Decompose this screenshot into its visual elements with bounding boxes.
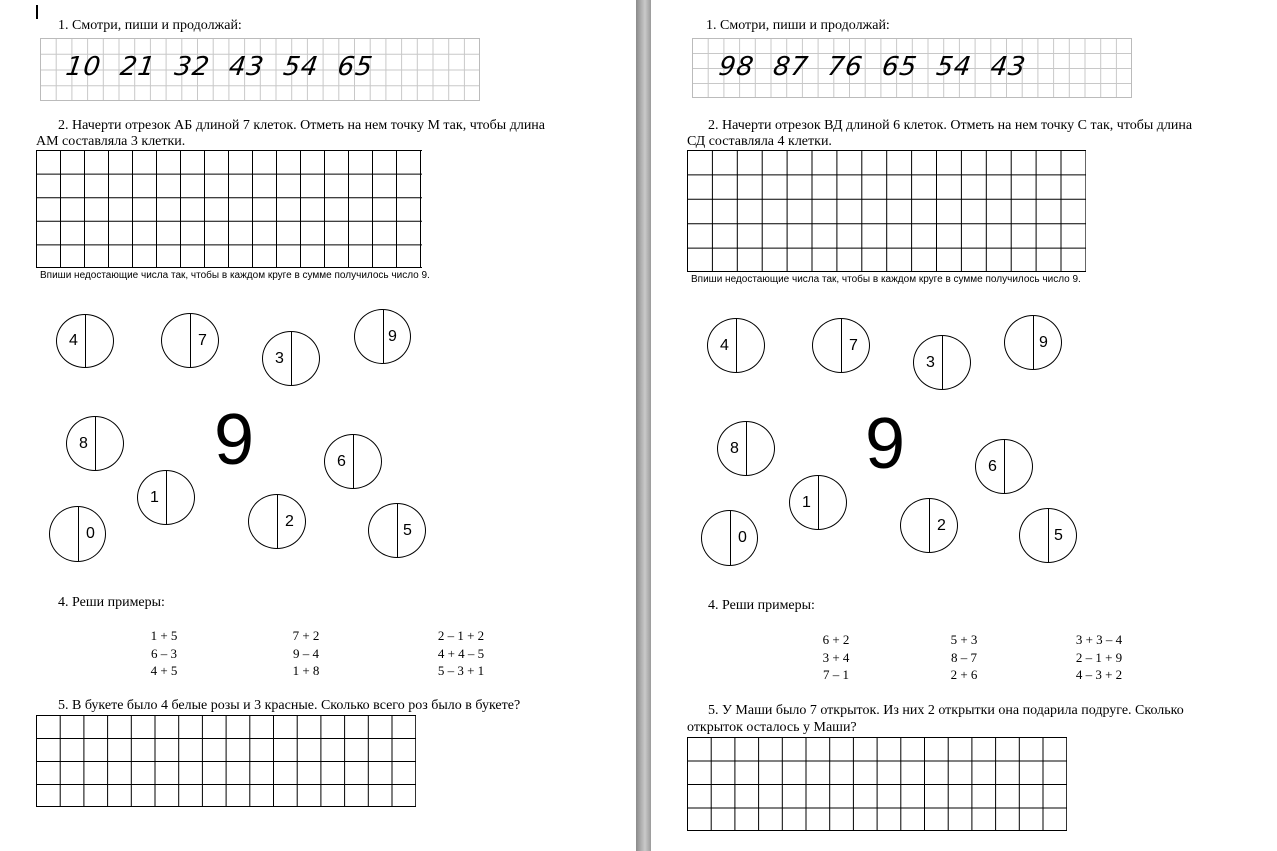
example: 5 – 3 + 1 <box>437 663 485 678</box>
seq-number: 32 <box>172 52 212 82</box>
sum-circle: 2 <box>248 494 306 549</box>
seq-number: 54 <box>281 52 321 82</box>
task5-text: 5. В букете было 4 белые розы и 3 красные. Сколько всего роз было в букете? <box>58 698 521 713</box>
example: 6 + 2 <box>822 632 850 647</box>
sum-circle: 9 <box>1004 315 1062 370</box>
task2-grid <box>36 150 422 268</box>
example: 2 – 1 + 9 <box>1075 649 1123 665</box>
example: 3 + 3 – 4 <box>1075 632 1123 647</box>
task1-label: 1. Смотри, пиши и продолжай: <box>58 18 242 33</box>
sum-circle: 3 <box>913 335 971 390</box>
example: 6 – 3 <box>151 645 177 661</box>
sum-circle: 0 <box>701 510 758 566</box>
sum-circle: 7 <box>812 318 870 373</box>
example: 4 + 4 – 5 <box>437 645 485 661</box>
examples-column <box>134 627 194 680</box>
task5-line2: открыток осталось у Маши? <box>687 720 857 735</box>
example: 4 + 5 <box>150 663 178 678</box>
sum-circle: 3 <box>262 331 320 386</box>
example: 2 + 6 <box>950 667 978 682</box>
sum-circle: 0 <box>49 506 106 562</box>
seq-number: 87 <box>771 52 811 82</box>
worksheet-page-right <box>651 0 1277 851</box>
example: 5 + 3 <box>950 632 978 647</box>
text-cursor <box>36 5 38 19</box>
example: 3 + 4 <box>822 649 850 665</box>
center-number: 9 <box>214 400 255 480</box>
sum-circle: 5 <box>368 503 426 558</box>
sum-circle: 6 <box>324 434 382 489</box>
seq-number: 98 <box>716 52 757 82</box>
task2-line2: СД составляла 4 клетки. <box>687 134 832 149</box>
example: 1 + 5 <box>150 628 178 643</box>
sum-circle: 8 <box>66 416 124 471</box>
sum-circle: 4 <box>707 318 765 373</box>
seq-number: 76 <box>825 52 865 82</box>
examples-column <box>1069 631 1129 684</box>
worksheet-page-left <box>0 0 636 851</box>
sum-circle: 9 <box>354 309 411 364</box>
examples-column <box>431 627 491 680</box>
sequence-left <box>64 52 375 82</box>
example: 9 – 4 <box>293 645 319 661</box>
example: 2 – 1 + 2 <box>437 628 485 643</box>
examples-column <box>806 631 866 684</box>
sum-circle: 1 <box>789 475 847 530</box>
center-number: 9 <box>865 404 906 484</box>
examples-column <box>934 631 994 684</box>
seq-number: 43 <box>226 52 267 82</box>
example: 7 + 2 <box>292 628 320 643</box>
task2-line2: АМ составляла 3 клетки. <box>36 134 186 149</box>
sum-circle: 4 <box>56 314 114 368</box>
seq-number: 54 <box>934 52 974 82</box>
sum-circle: 1 <box>137 470 195 525</box>
task2-grid <box>687 150 1086 272</box>
sum-circle: 5 <box>1019 508 1077 563</box>
seq-number: 10 <box>63 52 104 82</box>
seq-number: 21 <box>118 52 158 82</box>
example: 1 + 8 <box>292 663 320 678</box>
examples-column <box>276 627 336 680</box>
task5-line1: 5. У Маши было 7 открыток. Из них 2 открытки она подарила подруге. Сколько <box>708 703 1184 718</box>
seq-number: 43 <box>988 52 1028 82</box>
task1-label: 1. Смотри, пиши и продолжай: <box>706 18 890 33</box>
sum-circle: 2 <box>900 498 958 553</box>
sum-circle: 6 <box>975 439 1033 494</box>
task4-label: 4. Реши примеры: <box>58 595 165 610</box>
page-gutter <box>636 0 651 851</box>
example: 4 – 3 + 2 <box>1075 667 1123 682</box>
example: 8 – 7 <box>951 649 977 665</box>
seq-number: 65 <box>879 52 920 82</box>
task3-note: Впиши недостающие числа так, чтобы в каждом круге в сумме получилось число 9. <box>40 270 430 281</box>
task2-line1: 2. Начерти отрезок ВД длиной 6 клеток. Отметь на нем точку С так, чтобы длина <box>708 118 1193 133</box>
task5-grid <box>687 737 1067 831</box>
task4-label: 4. Реши примеры: <box>708 598 815 613</box>
task2-line1: 2. Начерти отрезок АБ длиной 7 клеток. Отметь на нем точку М так, чтобы длина <box>58 118 546 133</box>
task5-grid <box>36 715 416 807</box>
sum-circle: 7 <box>161 313 219 368</box>
sum-circle: 8 <box>717 421 775 476</box>
seq-number: 65 <box>335 52 375 82</box>
task3-note: Впиши недостающие числа так, чтобы в каждом круге в сумме получилось число 9. <box>691 274 1081 285</box>
example: 7 – 1 <box>823 667 849 682</box>
sequence-right <box>717 52 1028 82</box>
